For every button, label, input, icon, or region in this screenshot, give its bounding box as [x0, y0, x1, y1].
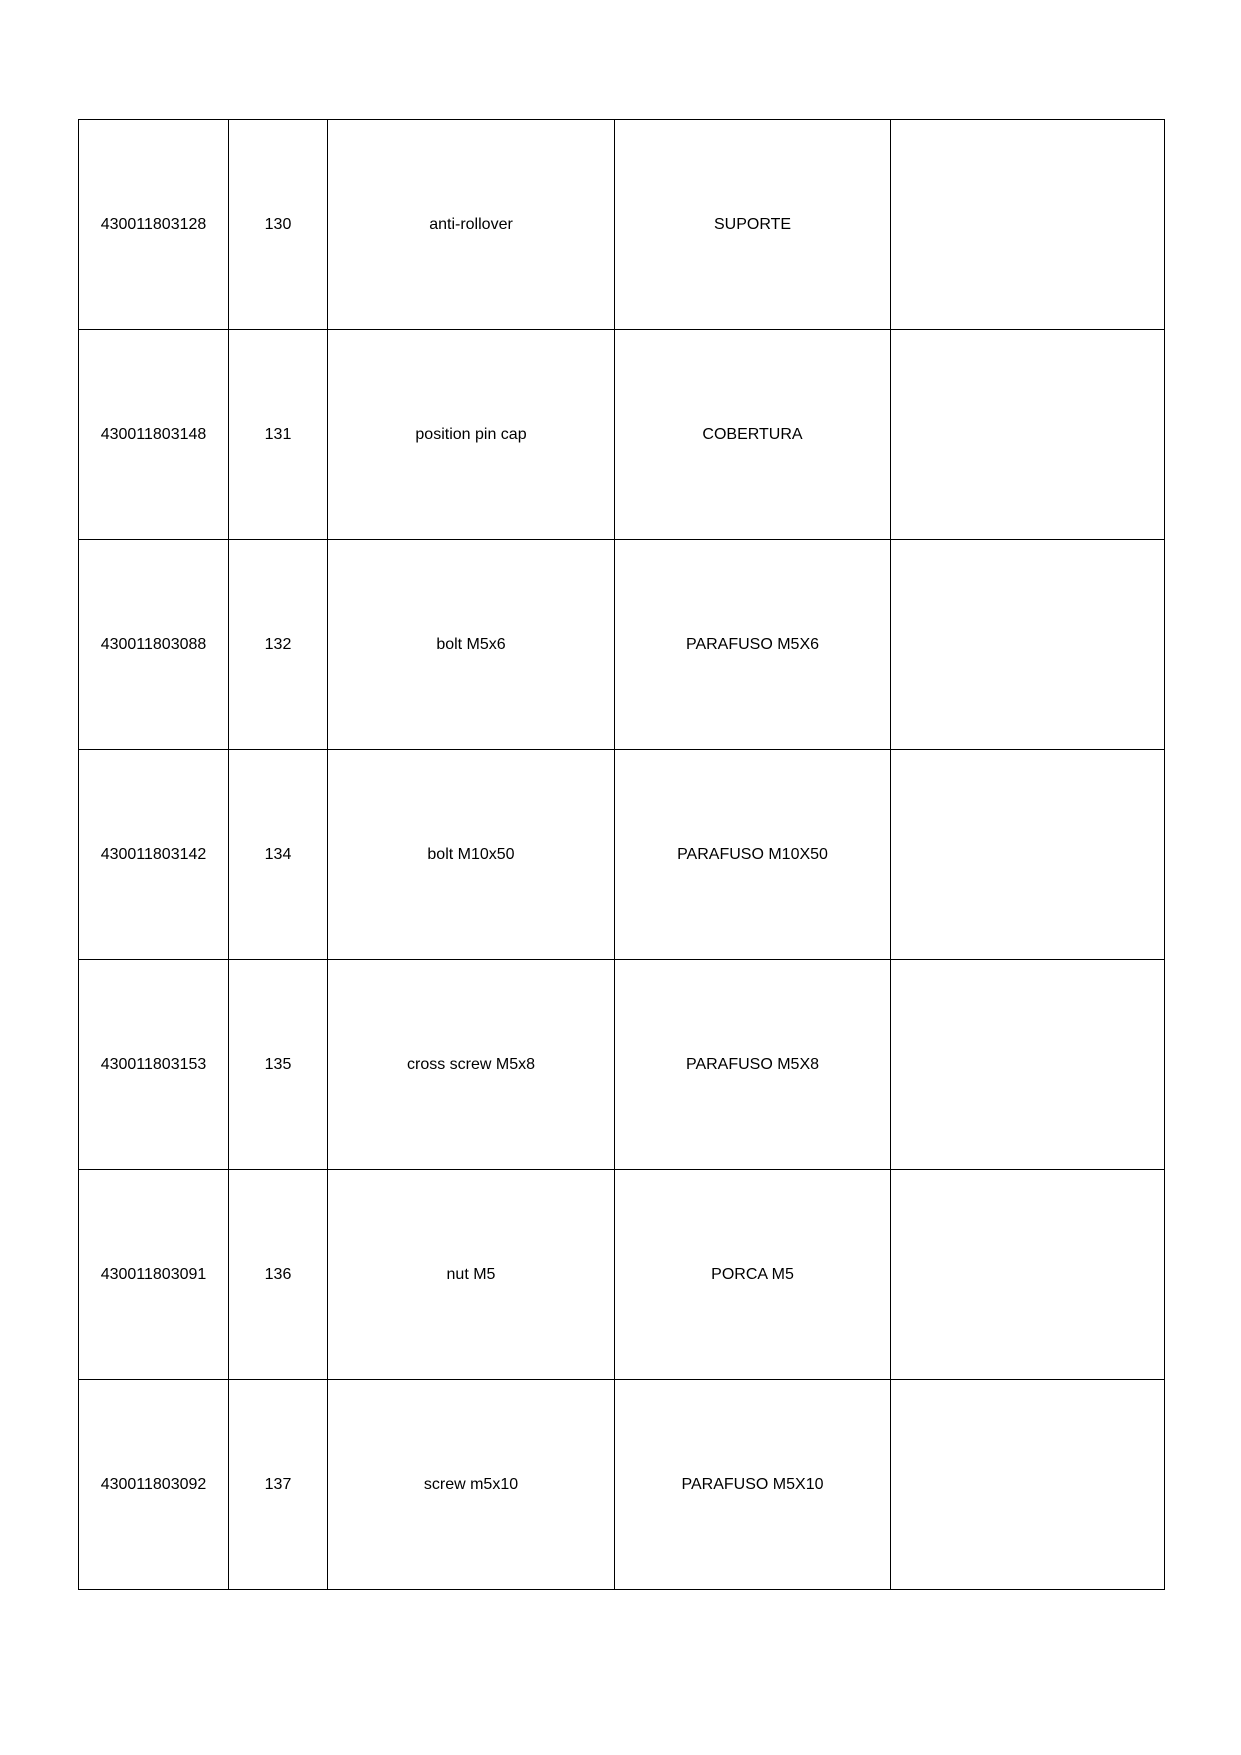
portuguese-description-cell: PARAFUSO M5X6: [615, 540, 891, 750]
english-description-cell: anti-rollover: [328, 120, 615, 330]
position-number-cell: 130: [229, 120, 328, 330]
notes-cell: [891, 1380, 1165, 1590]
position-number-cell: 136: [229, 1170, 328, 1380]
notes-cell: [891, 120, 1165, 330]
part-code-cell: 430011803142: [79, 750, 229, 960]
notes-cell: [891, 960, 1165, 1170]
table-row: [79, 750, 1165, 960]
portuguese-description-cell: PORCA M5: [615, 1170, 891, 1380]
portuguese-description-cell: COBERTURA: [615, 330, 891, 540]
position-number-cell: 134: [229, 750, 328, 960]
english-description-cell: position pin cap: [328, 330, 615, 540]
position-number-cell: 131: [229, 330, 328, 540]
english-description-cell: cross screw M5x8: [328, 960, 615, 1170]
part-code-cell: 430011803153: [79, 960, 229, 1170]
notes-cell: [891, 540, 1165, 750]
position-number-cell: 137: [229, 1380, 328, 1590]
portuguese-description-cell: SUPORTE: [615, 120, 891, 330]
position-number-cell: 132: [229, 540, 328, 750]
english-description-cell: screw m5x10: [328, 1380, 615, 1590]
table-row: [79, 1170, 1165, 1380]
part-code-cell: 430011803092: [79, 1380, 229, 1590]
portuguese-description-cell: PARAFUSO M5X8: [615, 960, 891, 1170]
english-description-cell: nut M5: [328, 1170, 615, 1380]
notes-cell: [891, 330, 1165, 540]
english-description-cell: bolt M10x50: [328, 750, 615, 960]
part-code-cell: 430011803091: [79, 1170, 229, 1380]
table-row: [79, 1380, 1165, 1590]
part-code-cell: 430011803128: [79, 120, 229, 330]
table-row: [79, 540, 1165, 750]
part-code-cell: 430011803088: [79, 540, 229, 750]
notes-cell: [891, 1170, 1165, 1380]
portuguese-description-cell: PARAFUSO M10X50: [615, 750, 891, 960]
portuguese-description-cell: PARAFUSO M5X10: [615, 1380, 891, 1590]
position-number-cell: 135: [229, 960, 328, 1170]
notes-cell: [891, 750, 1165, 960]
english-description-cell: bolt M5x6: [328, 540, 615, 750]
table-row: [79, 330, 1165, 540]
table-row: [79, 120, 1165, 330]
parts-table: [78, 119, 1165, 1590]
table-row: [79, 960, 1165, 1170]
part-code-cell: 430011803148: [79, 330, 229, 540]
